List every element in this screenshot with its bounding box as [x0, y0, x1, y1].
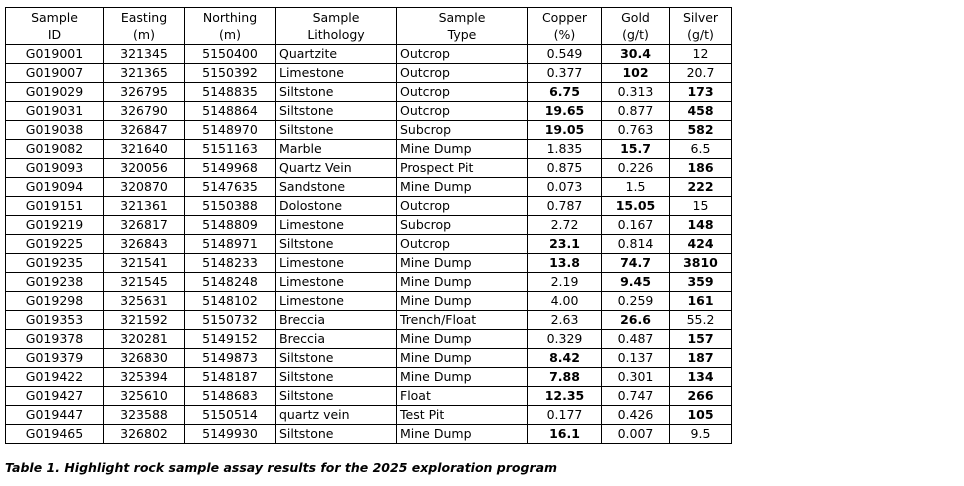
header-line2: Type [447, 27, 477, 42]
header-lithology [276, 8, 397, 45]
header-line1: Easting [120, 10, 168, 25]
cell-easting: 320056 [104, 159, 185, 178]
cell-copper: 19.05 [528, 121, 602, 140]
cell-sample-type: Mine Dump [397, 254, 528, 273]
cell-northing: 5150400 [185, 45, 276, 64]
cell-sample-id: G019422 [6, 368, 104, 387]
cell-sample-type: Subcrop [397, 216, 528, 235]
cell-silver: 134 [670, 368, 732, 387]
cell-lithology: Quartzite [276, 45, 397, 64]
table-row [6, 311, 732, 330]
cell-northing: 5149968 [185, 159, 276, 178]
header-silver [670, 8, 732, 45]
cell-easting: 320281 [104, 330, 185, 349]
cell-copper: 4.00 [528, 292, 602, 311]
cell-lithology: Siltstone [276, 387, 397, 406]
cell-copper: 2.63 [528, 311, 602, 330]
cell-sample-type: Float [397, 387, 528, 406]
cell-silver: 359 [670, 273, 732, 292]
table-row [6, 406, 732, 425]
cell-gold: 0.877 [602, 102, 670, 121]
cell-silver: 20.7 [670, 64, 732, 83]
cell-sample-type: Mine Dump [397, 349, 528, 368]
cell-sample-type: Outcrop [397, 197, 528, 216]
cell-sample-id: G019151 [6, 197, 104, 216]
table-row [6, 178, 732, 197]
cell-lithology: Siltstone [276, 121, 397, 140]
cell-sample-type: Outcrop [397, 45, 528, 64]
cell-gold: 0.313 [602, 83, 670, 102]
cell-gold: 15.05 [602, 197, 670, 216]
cell-northing: 5148187 [185, 368, 276, 387]
cell-sample-id: G019298 [6, 292, 104, 311]
cell-easting: 326795 [104, 83, 185, 102]
cell-sample-id: G019238 [6, 273, 104, 292]
cell-northing: 5148102 [185, 292, 276, 311]
table-body [6, 45, 732, 444]
cell-sample-id: G019353 [6, 311, 104, 330]
cell-easting: 325610 [104, 387, 185, 406]
cell-northing: 5150392 [185, 64, 276, 83]
table-caption: Table 1. Highlight rock sample assay results for the 2025 exploration program [5, 460, 558, 475]
cell-copper: 2.72 [528, 216, 602, 235]
cell-silver: 148 [670, 216, 732, 235]
cell-sample-type: Mine Dump [397, 140, 528, 159]
table-row [6, 83, 732, 102]
table-row [6, 197, 732, 216]
cell-silver: 105 [670, 406, 732, 425]
cell-sample-id: G019219 [6, 216, 104, 235]
cell-lithology: Siltstone [276, 349, 397, 368]
cell-lithology: Limestone [276, 292, 397, 311]
cell-gold: 0.747 [602, 387, 670, 406]
cell-sample-type: Mine Dump [397, 330, 528, 349]
cell-sample-type: Mine Dump [397, 273, 528, 292]
cell-gold: 26.6 [602, 311, 670, 330]
cell-easting: 321365 [104, 64, 185, 83]
cell-easting: 321541 [104, 254, 185, 273]
cell-silver: 15 [670, 197, 732, 216]
cell-gold: 0.763 [602, 121, 670, 140]
cell-easting: 321592 [104, 311, 185, 330]
cell-northing: 5150514 [185, 406, 276, 425]
cell-lithology: quartz vein [276, 406, 397, 425]
cell-silver: 55.2 [670, 311, 732, 330]
cell-easting: 321545 [104, 273, 185, 292]
header-line1: Gold [621, 10, 650, 25]
cell-sample-id: G019447 [6, 406, 104, 425]
cell-sample-id: G019465 [6, 425, 104, 444]
table-row [6, 216, 732, 235]
cell-lithology: Marble [276, 140, 397, 159]
table-row [6, 64, 732, 83]
header-line1: Silver [682, 10, 719, 25]
table-row [6, 368, 732, 387]
cell-silver: 157 [670, 330, 732, 349]
cell-sample-type: Mine Dump [397, 178, 528, 197]
cell-lithology: Siltstone [276, 425, 397, 444]
cell-gold: 0.137 [602, 349, 670, 368]
cell-sample-type: Mine Dump [397, 368, 528, 387]
cell-copper: 13.8 [528, 254, 602, 273]
cell-copper: 0.073 [528, 178, 602, 197]
cell-easting: 326847 [104, 121, 185, 140]
cell-silver: 9.5 [670, 425, 732, 444]
cell-lithology: Siltstone [276, 368, 397, 387]
cell-lithology: Dolostone [276, 197, 397, 216]
table-row [6, 330, 732, 349]
cell-gold: 0.167 [602, 216, 670, 235]
assay-table-container [5, 7, 732, 444]
cell-copper: 0.787 [528, 197, 602, 216]
cell-sample-type: Trench/Float [397, 311, 528, 330]
cell-gold: 15.7 [602, 140, 670, 159]
header-line1: Sample [31, 10, 78, 25]
cell-lithology: Siltstone [276, 83, 397, 102]
cell-silver: 424 [670, 235, 732, 254]
table-header [6, 8, 732, 45]
cell-copper: 8.42 [528, 349, 602, 368]
cell-northing: 5147635 [185, 178, 276, 197]
cell-northing: 5148233 [185, 254, 276, 273]
cell-gold: 0.226 [602, 159, 670, 178]
cell-silver: 222 [670, 178, 732, 197]
cell-copper: 0.549 [528, 45, 602, 64]
cell-lithology: Limestone [276, 254, 397, 273]
cell-sample-id: G019007 [6, 64, 104, 83]
cell-easting: 325631 [104, 292, 185, 311]
cell-gold: 0.259 [602, 292, 670, 311]
cell-gold: 0.007 [602, 425, 670, 444]
cell-easting: 326830 [104, 349, 185, 368]
cell-sample-type: Subcrop [397, 121, 528, 140]
cell-lithology: Breccia [276, 330, 397, 349]
cell-northing: 5148835 [185, 83, 276, 102]
cell-gold: 0.301 [602, 368, 670, 387]
header-line2: (%) [553, 27, 576, 42]
header-line1: Copper [541, 10, 588, 25]
cell-copper: 1.835 [528, 140, 602, 159]
cell-sample-type: Outcrop [397, 102, 528, 121]
cell-easting: 323588 [104, 406, 185, 425]
cell-copper: 0.177 [528, 406, 602, 425]
cell-sample-id: G019082 [6, 140, 104, 159]
cell-silver: 186 [670, 159, 732, 178]
table-row [6, 425, 732, 444]
cell-sample-type: Outcrop [397, 64, 528, 83]
cell-easting: 321640 [104, 140, 185, 159]
cell-copper: 19.65 [528, 102, 602, 121]
cell-sample-type: Prospect Pit [397, 159, 528, 178]
header-line2: (g/t) [622, 27, 649, 42]
cell-gold: 0.487 [602, 330, 670, 349]
cell-northing: 5148683 [185, 387, 276, 406]
header-line1: Northing [202, 10, 258, 25]
cell-lithology: Quartz Vein [276, 159, 397, 178]
cell-sample-id: G019379 [6, 349, 104, 368]
header-line1: Sample [312, 10, 360, 25]
cell-easting: 320870 [104, 178, 185, 197]
cell-sample-id: G019001 [6, 45, 104, 64]
cell-sample-id: G019093 [6, 159, 104, 178]
cell-northing: 5148248 [185, 273, 276, 292]
cell-silver: 173 [670, 83, 732, 102]
table-row [6, 235, 732, 254]
cell-sample-id: G019038 [6, 121, 104, 140]
header-sample-type [397, 8, 528, 45]
cell-gold: 1.5 [602, 178, 670, 197]
cell-sample-id: G019235 [6, 254, 104, 273]
header-line2: Lithology [307, 27, 365, 42]
header-line1: Sample [438, 10, 486, 25]
cell-gold: 102 [602, 64, 670, 83]
table-row [6, 121, 732, 140]
table-row [6, 254, 732, 273]
header-sample-id [6, 8, 104, 45]
cell-silver: 458 [670, 102, 732, 121]
cell-copper: 6.75 [528, 83, 602, 102]
cell-copper: 0.875 [528, 159, 602, 178]
cell-sample-id: G019031 [6, 102, 104, 121]
cell-sample-id: G019225 [6, 235, 104, 254]
cell-sample-type: Mine Dump [397, 425, 528, 444]
cell-easting: 326802 [104, 425, 185, 444]
cell-sample-type: Mine Dump [397, 292, 528, 311]
table-row [6, 140, 732, 159]
cell-gold: 30.4 [602, 45, 670, 64]
header-line2: (g/t) [687, 27, 714, 42]
cell-lithology: Limestone [276, 64, 397, 83]
cell-silver: 3810 [670, 254, 732, 273]
cell-easting: 321345 [104, 45, 185, 64]
cell-northing: 5149152 [185, 330, 276, 349]
cell-sample-type: Test Pit [397, 406, 528, 425]
cell-northing: 5149930 [185, 425, 276, 444]
cell-northing: 5148864 [185, 102, 276, 121]
table-row [6, 387, 732, 406]
table-row [6, 159, 732, 178]
cell-northing: 5150388 [185, 197, 276, 216]
cell-lithology: Limestone [276, 216, 397, 235]
header-line2: (m) [219, 27, 241, 42]
cell-silver: 6.5 [670, 140, 732, 159]
cell-sample-id: G019029 [6, 83, 104, 102]
cell-sample-id: G019094 [6, 178, 104, 197]
cell-northing: 5148970 [185, 121, 276, 140]
cell-copper: 23.1 [528, 235, 602, 254]
cell-northing: 5148971 [185, 235, 276, 254]
header-line2: ID [47, 27, 62, 42]
cell-northing: 5151163 [185, 140, 276, 159]
cell-sample-id: G019427 [6, 387, 104, 406]
cell-copper: 2.19 [528, 273, 602, 292]
cell-easting: 321361 [104, 197, 185, 216]
cell-silver: 266 [670, 387, 732, 406]
header-gold [602, 8, 670, 45]
cell-easting: 325394 [104, 368, 185, 387]
cell-copper: 0.377 [528, 64, 602, 83]
cell-silver: 187 [670, 349, 732, 368]
table-row [6, 273, 732, 292]
cell-northing: 5149873 [185, 349, 276, 368]
cell-silver: 161 [670, 292, 732, 311]
cell-lithology: Breccia [276, 311, 397, 330]
cell-easting: 326843 [104, 235, 185, 254]
table-row [6, 45, 732, 64]
cell-copper: 16.1 [528, 425, 602, 444]
cell-silver: 12 [670, 45, 732, 64]
header-copper [528, 8, 602, 45]
cell-gold: 9.45 [602, 273, 670, 292]
cell-sample-type: Outcrop [397, 83, 528, 102]
header-northing [185, 8, 276, 45]
table-row [6, 292, 732, 311]
cell-silver: 582 [670, 121, 732, 140]
cell-gold: 74.7 [602, 254, 670, 273]
cell-gold: 0.814 [602, 235, 670, 254]
cell-sample-type: Outcrop [397, 235, 528, 254]
table-row [6, 349, 732, 368]
cell-northing: 5150732 [185, 311, 276, 330]
cell-copper: 7.88 [528, 368, 602, 387]
cell-lithology: Siltstone [276, 235, 397, 254]
header-row [6, 8, 732, 45]
cell-easting: 326790 [104, 102, 185, 121]
header-line2: (m) [133, 27, 155, 42]
cell-gold: 0.426 [602, 406, 670, 425]
cell-sample-id: G019378 [6, 330, 104, 349]
cell-easting: 326817 [104, 216, 185, 235]
table-row [6, 102, 732, 121]
cell-lithology: Sandstone [276, 178, 397, 197]
assay-results-table [5, 7, 732, 444]
cell-copper: 0.329 [528, 330, 602, 349]
cell-lithology: Siltstone [276, 102, 397, 121]
header-easting [104, 8, 185, 45]
cell-northing: 5148809 [185, 216, 276, 235]
cell-lithology: Limestone [276, 273, 397, 292]
cell-copper: 12.35 [528, 387, 602, 406]
